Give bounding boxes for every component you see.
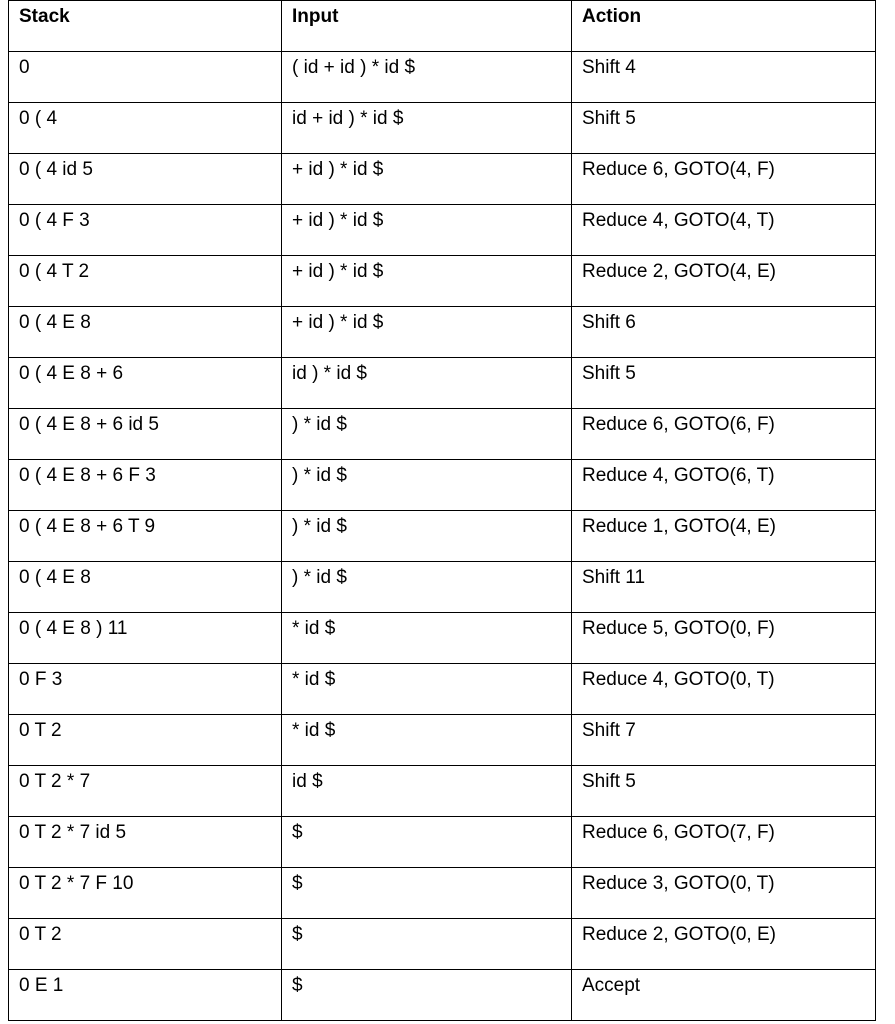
table-row	[9, 103, 876, 154]
table-row	[9, 511, 876, 562]
cell-action: Reduce 6, GOTO(4, F)	[572, 154, 876, 205]
cell-stack: 0 ( 4 E 8 + 6 T 9	[9, 511, 282, 562]
cell-stack: 0 ( 4 E 8 + 6	[9, 358, 282, 409]
cell-action: Reduce 2, GOTO(4, E)	[572, 256, 876, 307]
cell-input: $	[282, 970, 572, 1021]
cell-action: Shift 5	[572, 766, 876, 817]
table-row	[9, 154, 876, 205]
cell-input: id $	[282, 766, 572, 817]
cell-action: Reduce 4, GOTO(6, T)	[572, 460, 876, 511]
cell-stack: 0 ( 4 E 8 + 6 id 5	[9, 409, 282, 460]
cell-input: * id $	[282, 664, 572, 715]
cell-input: * id $	[282, 715, 572, 766]
table-body	[9, 52, 876, 1021]
table-row	[9, 613, 876, 664]
cell-input: + id ) * id $	[282, 205, 572, 256]
cell-action: Reduce 2, GOTO(0, E)	[572, 919, 876, 970]
cell-stack: 0 T 2 * 7 F 10	[9, 868, 282, 919]
table-row	[9, 715, 876, 766]
cell-stack: 0 T 2	[9, 919, 282, 970]
table-row	[9, 562, 876, 613]
cell-input: $	[282, 817, 572, 868]
cell-action: Reduce 5, GOTO(0, F)	[572, 613, 876, 664]
cell-input: + id ) * id $	[282, 154, 572, 205]
cell-stack: 0 T 2 * 7	[9, 766, 282, 817]
cell-action: Shift 11	[572, 562, 876, 613]
cell-stack: 0 ( 4 E 8	[9, 307, 282, 358]
cell-stack: 0 ( 4 E 8 ) 11	[9, 613, 282, 664]
cell-action: Reduce 6, GOTO(7, F)	[572, 817, 876, 868]
table-row	[9, 919, 876, 970]
cell-action: Reduce 1, GOTO(4, E)	[572, 511, 876, 562]
cell-input: * id $	[282, 613, 572, 664]
table-row	[9, 766, 876, 817]
cell-input: ) * id $	[282, 460, 572, 511]
table-row	[9, 409, 876, 460]
cell-stack: 0 T 2	[9, 715, 282, 766]
cell-action: Shift 4	[572, 52, 876, 103]
cell-action: Reduce 6, GOTO(6, F)	[572, 409, 876, 460]
parse-table	[8, 0, 876, 1021]
cell-stack: 0 E 1	[9, 970, 282, 1021]
cell-input: + id ) * id $	[282, 307, 572, 358]
cell-action: Shift 7	[572, 715, 876, 766]
table-row	[9, 664, 876, 715]
cell-stack: 0 T 2 * 7 id 5	[9, 817, 282, 868]
cell-input: ( id + id ) * id $	[282, 52, 572, 103]
cell-input: ) * id $	[282, 511, 572, 562]
cell-stack: 0 ( 4	[9, 103, 282, 154]
cell-stack: 0 ( 4 T 2	[9, 256, 282, 307]
cell-action: Reduce 4, GOTO(4, T)	[572, 205, 876, 256]
cell-input: $	[282, 868, 572, 919]
cell-stack: 0 ( 4 E 8 + 6 F 3	[9, 460, 282, 511]
header-input: Input	[282, 1, 572, 52]
cell-action: Reduce 3, GOTO(0, T)	[572, 868, 876, 919]
table-row	[9, 460, 876, 511]
cell-stack: 0 ( 4 F 3	[9, 205, 282, 256]
cell-action: Reduce 4, GOTO(0, T)	[572, 664, 876, 715]
header-stack: Stack	[9, 1, 282, 52]
table-row	[9, 817, 876, 868]
cell-input: id + id ) * id $	[282, 103, 572, 154]
cell-input: ) * id $	[282, 409, 572, 460]
cell-input: $	[282, 919, 572, 970]
header-row	[9, 1, 876, 52]
cell-action: Accept	[572, 970, 876, 1021]
cell-action: Shift 5	[572, 358, 876, 409]
table-row	[9, 358, 876, 409]
table-row	[9, 868, 876, 919]
cell-stack: 0 F 3	[9, 664, 282, 715]
header-action: Action	[572, 1, 876, 52]
cell-action: Shift 6	[572, 307, 876, 358]
cell-input: + id ) * id $	[282, 256, 572, 307]
cell-stack: 0 ( 4 id 5	[9, 154, 282, 205]
table-row	[9, 970, 876, 1021]
table-header	[9, 1, 876, 52]
table-row	[9, 205, 876, 256]
table-row	[9, 52, 876, 103]
cell-input: ) * id $	[282, 562, 572, 613]
table-row	[9, 307, 876, 358]
cell-stack: 0 ( 4 E 8	[9, 562, 282, 613]
table-row	[9, 256, 876, 307]
cell-action: Shift 5	[572, 103, 876, 154]
cell-stack: 0	[9, 52, 282, 103]
cell-input: id ) * id $	[282, 358, 572, 409]
